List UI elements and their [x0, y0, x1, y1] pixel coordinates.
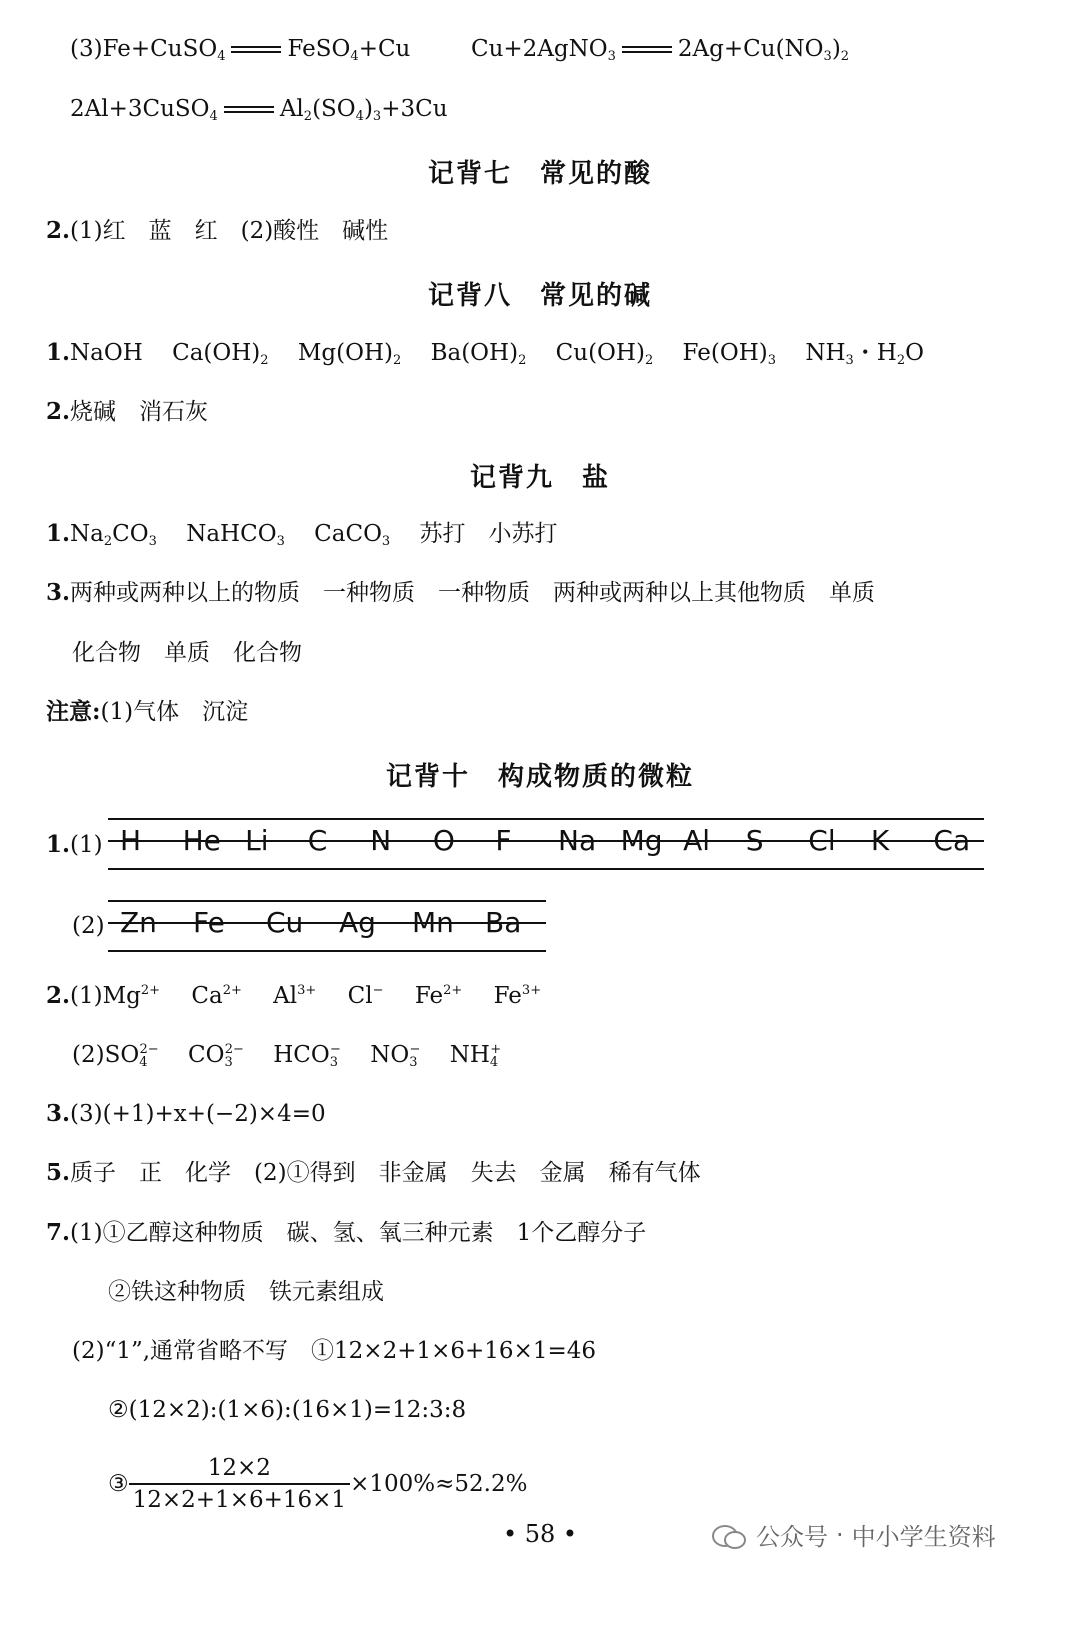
element-symbol: Ba [485, 906, 522, 939]
watermark: 公众号 · 中小学生资料 [712, 1517, 996, 1552]
element-symbol: Zn [120, 906, 157, 939]
answer-10-2-anions: $(2)SO_4^{2-}$ $CO_3^{2-}$ $HCO_3^-$ $NO_3^-$ $NH_4^+$ [72, 1042, 502, 1070]
section-heading-10: 记背十 构成物质的微粒 [385, 762, 694, 792]
equals-sign [224, 105, 274, 115]
equals-sign [231, 45, 281, 55]
page-number: • 58 • [502, 1520, 578, 1548]
element-symbol: Fe [193, 906, 225, 939]
element-symbol: O [432, 824, 455, 857]
element-symbol: Ca [933, 824, 971, 857]
answer-10-5: 5.质子 正 化学 (2)①得到 非金属 失去 金属 稀有气体 [46, 1159, 701, 1186]
element-symbol: Mg [620, 824, 663, 857]
answer-9-3-cont: 化合物 单质 化合物 [72, 640, 302, 666]
answer-8-1: 1.NaOH $Ca(OH)_2$ $Mg(OH)_2$ $Ba(OH)_2$ $Cu(OH)_2$ $Fe(OH)_3$ $NH_3$・$H_2O$ [46, 339, 924, 368]
answer-10-7-b: ②铁这种物质 铁元素组成 [108, 1279, 384, 1305]
answer-8-2: 2.烧碱 消石灰 [46, 398, 209, 425]
element-symbol: F [495, 824, 512, 857]
answer-10-7-c: (2)“1”,通常省略不写 ①12×2+1×6+16×1=46 [72, 1338, 597, 1364]
element-symbol: He [182, 824, 221, 857]
mass-fraction: $\frac{12\times 2}{12\times 2+1\times 6+16\times 1}$ [129, 1453, 350, 1515]
element-symbol: Na [558, 824, 597, 857]
answer-7-2: 2.(1)红 蓝 红 (2)酸性 碱性 [46, 217, 389, 244]
element-symbol: Li [245, 824, 269, 857]
answer-9-3: 3.两种或两种以上的物质 一种物质 一种物质 两种或两种以上其他物质 单质 [46, 579, 876, 606]
section-heading-8: 记背八 常见的碱 [427, 281, 652, 311]
element-symbol: K [870, 824, 890, 857]
answer-10-1-part2-label: (2) [72, 913, 105, 939]
section-heading-9: 记背九 盐 [469, 463, 610, 493]
answer-10-1-label: 1.(1) [46, 831, 103, 858]
element-symbol: S [745, 824, 764, 857]
element-symbol: Al [683, 824, 711, 857]
element-symbol: Ag [339, 906, 376, 939]
element-symbol: Cl [808, 824, 836, 857]
element-symbol: Mn [412, 906, 454, 939]
equation-line-1: (3)Fe+CuSO$_4$ FeSO$_4$+Cu Cu+2AgNO$_3$ $2Ag+Cu(NO_3)_2$ [70, 36, 850, 64]
answer-10-2-cations: $2.(1)Mg^{2+}$ $Ca^{2+}$ $Al^{3+}$ Cl− $Fe^{2+}$ $Fe^{3+}$ [46, 982, 542, 1009]
element-symbol: N [370, 824, 392, 857]
answer-10-7-e: ③ $\frac{12\times 2}{12\times 2+1\times 6+16\times 1}$ ×100%≈52.2% [108, 1455, 528, 1513]
wechat-icon [712, 1523, 746, 1547]
equals-sign [622, 45, 672, 55]
answer-10-7-d: ②(12×2):(1×6):(16×1)=12:3:8 [108, 1397, 467, 1423]
element-symbol: H [120, 824, 142, 857]
element-symbol: Cu [266, 906, 304, 939]
section-heading-7: 记背七 常见的酸 [427, 159, 652, 189]
answer-10-7: 7.(1)①乙醇这种物质 碳、氢、氧三种元素 1个乙醇分子 [46, 1219, 647, 1246]
element-symbol: C [307, 824, 328, 857]
equation-line-2: 2Al+3CuSO$_4$ $Al_2(SO_4)_3+3Cu$ [70, 96, 448, 124]
answer-10-3: 3.(3)(+1)+x+(−2)×4=0 [46, 1100, 326, 1127]
note-9: 注意:(1)气体 沉淀 [46, 698, 249, 725]
answer-9-1: $1.Na_2CO_3$ NaHCO$_3$ CaCO$_3$ 苏打 小苏打 [46, 520, 558, 549]
element-writing-lines-1 [108, 818, 984, 870]
element-writing-lines-2 [108, 900, 546, 952]
